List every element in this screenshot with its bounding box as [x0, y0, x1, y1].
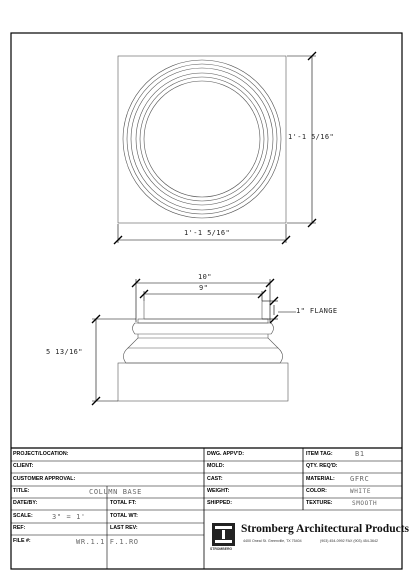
project-location-label: PROJECT/LOCATION:	[13, 451, 69, 457]
top-width-label: 10"	[198, 273, 212, 281]
file-value: WR.1.1.F.1.RO	[76, 538, 139, 546]
customer-approval-label: CUSTOMER APPROVAL:	[13, 476, 76, 482]
file-label: FILE #:	[13, 538, 31, 544]
item-tag-label: ITEM TAG:	[306, 451, 333, 457]
color-value: WHITE	[350, 488, 372, 495]
last-rev-label: LAST REV:	[110, 525, 138, 531]
company-contact: (903) 454-0992 FAX (903) 454-3642	[320, 539, 378, 543]
total-height-label: 5 13/16"	[46, 348, 83, 356]
qty-label: QTY. REQ'D:	[306, 463, 338, 469]
inner-width-label: 9"	[199, 284, 209, 292]
client-label: CLIENT:	[13, 463, 34, 469]
material-label: MATERIAL:	[306, 476, 335, 482]
logo-text: STROMBERG	[210, 547, 233, 551]
title-value: COLUMN BASE	[89, 488, 142, 496]
plan-height-label: 1'-1 5/16"	[288, 133, 335, 141]
material-value: GFRC	[350, 475, 370, 483]
weight-label: WEIGHT:	[207, 488, 230, 494]
scale-label: SCALE:	[13, 513, 33, 519]
height-dimension	[92, 315, 136, 405]
mold-label: MOLD:	[207, 463, 225, 469]
item-tag-value: B1	[355, 450, 365, 458]
texture-label: TEXTURE:	[306, 500, 333, 506]
elevation-view	[118, 301, 288, 401]
date-by-label: DATE/BY:	[13, 500, 38, 506]
cast-label: CAST:	[207, 476, 223, 482]
dwg-appvd-label: DWG. APPV'D:	[207, 451, 244, 457]
scale-value: 3" = 1'	[52, 513, 86, 521]
total-ft-label: TOTAL FT:	[110, 500, 137, 506]
total-wt-label: TOTAL WT:	[110, 513, 138, 519]
company-logo	[212, 523, 235, 546]
shipped-label: SHIPPED:	[207, 500, 233, 506]
plan-width-label: 1'-1 5/16"	[184, 229, 231, 237]
flange-label: 1" FLANGE	[296, 307, 338, 315]
company-address: 4400 Oneal St. Greenville, TX 75404	[243, 539, 302, 543]
plan-view	[118, 56, 286, 223]
company-name: Stromberg Architectural Products	[241, 523, 410, 535]
ref-label: REF:	[13, 525, 26, 531]
color-label: COLOR:	[306, 488, 327, 494]
texture-value: SMOOTH	[352, 500, 378, 507]
title-label: TITLE:	[13, 488, 30, 494]
flange-callout	[262, 297, 296, 323]
